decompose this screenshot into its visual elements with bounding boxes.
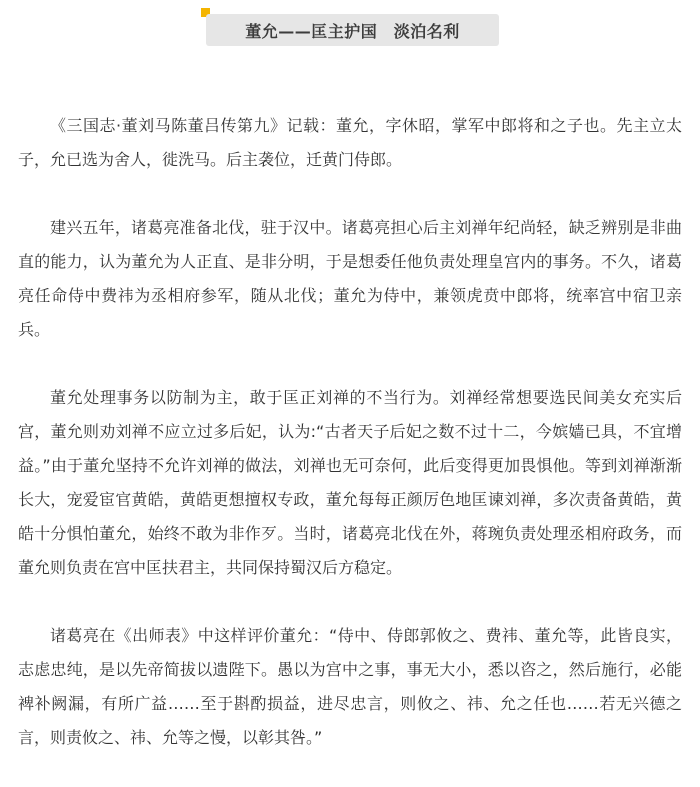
paragraph-evaluation: 诸葛亮在《出师表》中这样评价董允：“侍中、侍郎郭攸之、费祎、董允等，此皆良实，志虑忠纯，是以先帝简拔以遗陛下。愚以为宫中之事，事无大小，悉以咨之，然后施行，必能裨补阙漏，有所广益……至于斟酌损益，进尽忠言，则攸之、祎、允之任也……若无兴德之言，则责攸之、祎、允等之慢，以彰其咎。” [18,626,682,747]
paragraph-admonition: 董允处理事务以防制为主，敢于匡正刘禅的不当行为。刘禅经常想要选民间美女充实后宫，董允则劝刘禅不应立过多后妃，认为:“古者天子后妃之数不过十二，今嫔嫱已具，不宜增益。”由于董允坚持不允许刘禅的做法，刘禅也无可奈何，此后变得更加畏惧他。等到刘禅渐渐长大，宠爱宦官黄皓，黄皓更想擅权专政，董允每每正颜厉色地匡谏刘禅，多次责备黄皓，黄皓十分惧怕董允，始终不敢为非作歹。当时，诸葛亮北伐在外，蒋琬负责处理丞相府政务，而董允则负责在宫中匡扶君主，共同保持蜀汉后方稳定。 [18,388,682,577]
article-body [18,109,682,755]
section-title: 董允——匡主护国 淡泊名利 [206,14,499,46]
paragraph-biography: 《三国志·董刘马陈董吕传第九》记载：董允，字休昭，掌军中郎将和之子也。先主立太子，允已选为舍人，徙洗马。后主袭位，迁黄门侍郎。 [18,116,682,169]
paragraph-appointment: 建兴五年，诸葛亮准备北伐，驻于汉中。诸葛亮担心后主刘禅年纪尚轻，缺乏辨别是非曲直的能力，认为董允为人正直、是非分明，于是想委任他负责处理皇宫内的事务。不久，诸葛亮任命侍中费祎为丞相府参军，随从北伐；董允为侍中，兼领虎贲中郎将，统率宫中宿卫亲兵。 [18,218,682,339]
section-header [201,8,499,46]
